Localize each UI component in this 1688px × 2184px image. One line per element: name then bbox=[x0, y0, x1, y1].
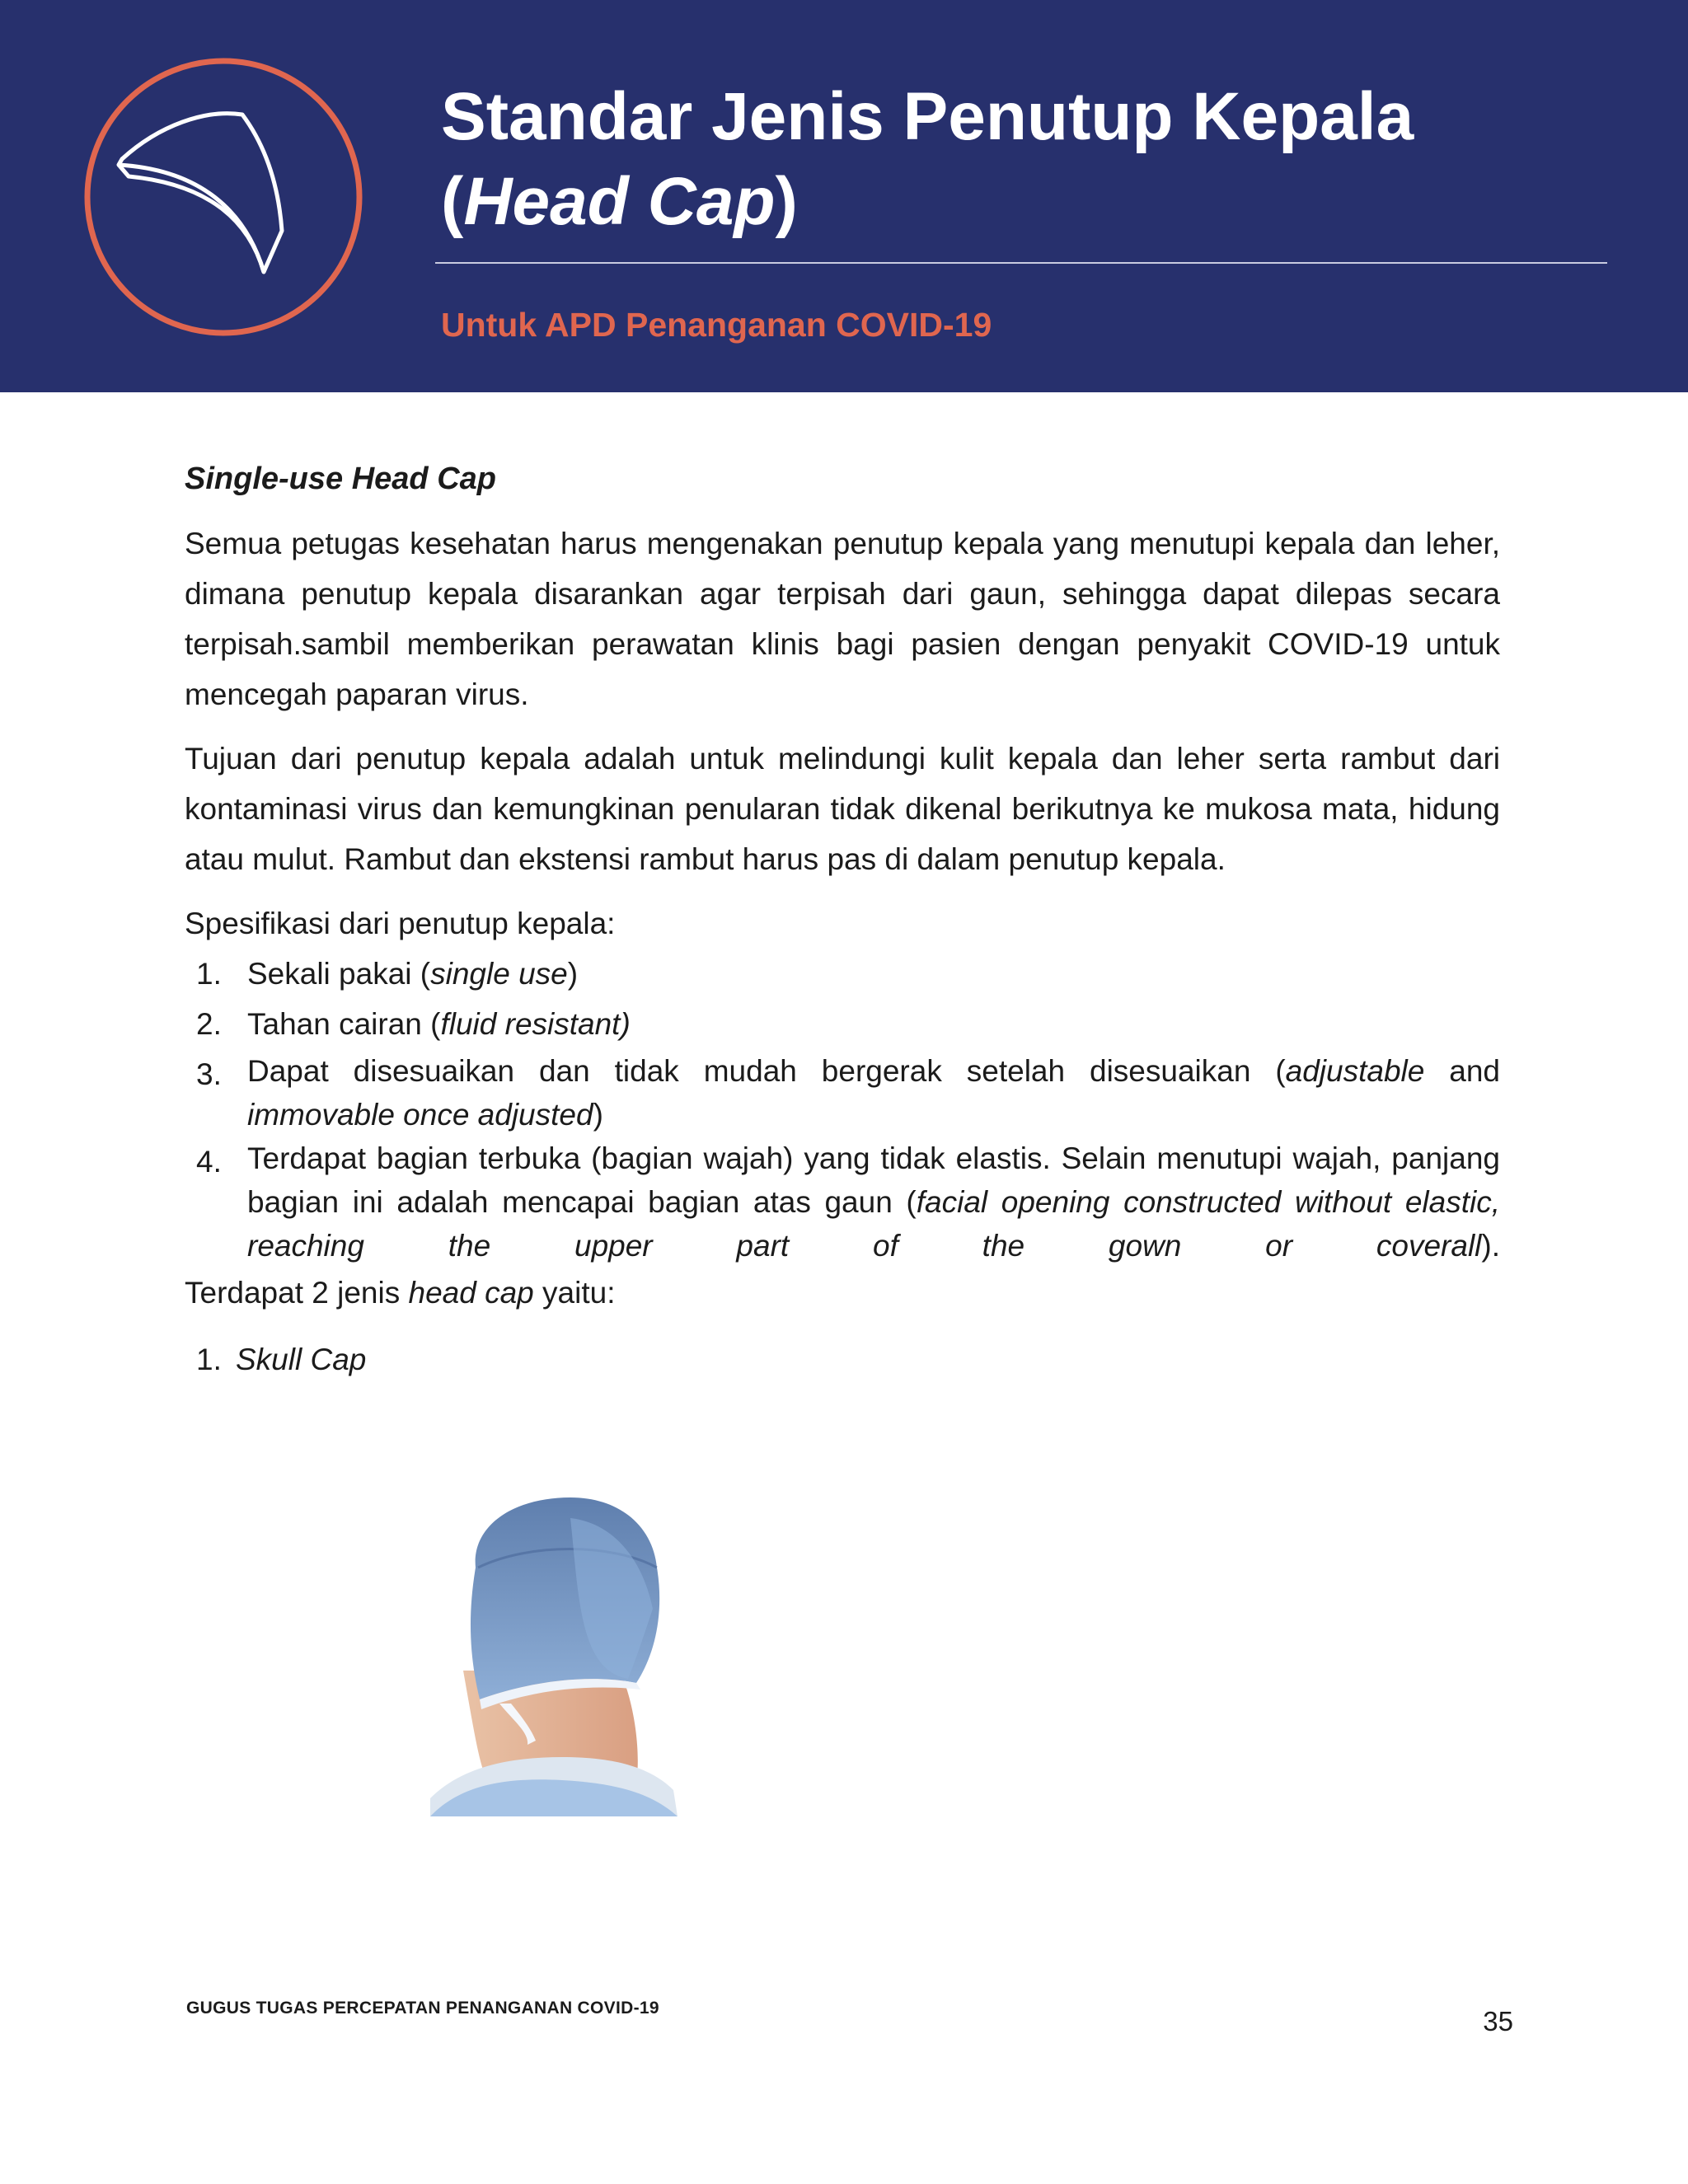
page-subtitle: Untuk APD Penanganan COVID-19 bbox=[441, 306, 992, 344]
spec-intro: Spesifikasi dari penutup kepala: bbox=[185, 907, 616, 940]
title-close-paren: ) bbox=[775, 164, 798, 239]
list-number: 4. bbox=[196, 1145, 222, 1179]
list-item bbox=[196, 949, 1500, 999]
skull-cap-photo bbox=[430, 1493, 686, 1816]
list-item bbox=[196, 1137, 1500, 1268]
paragraph-1: Semua petugas kesehatan harus mengenakan penutup kepala yang menutupi kepala dan leher, dimana penutup kepala disarankan agar terpisah dari gaun, sehingga dapat dilepas secara terpisah.sambil memberikan perawatan klinis bagi pasien dengan penyakit COVID-19 untuk mencegah paparan virus. bbox=[185, 527, 1500, 711]
types-intro: Terdapat 2 jenis head cap yaitu: bbox=[185, 1276, 616, 1310]
paragraph-2: Tujuan dari penutup kepala adalah untuk melindungi kulit kepala dan leher serta rambut dari kontaminasi virus dan kemungkinan penularan tidak dikenal berikutnya ke mukosa mata, hidung atau mulut. Rambut dan ekstensi rambut harus pas di dalam penutup kepala. bbox=[185, 742, 1500, 876]
title-italic-term: Head Cap bbox=[463, 164, 776, 239]
footer-organization: GUGUS TUGAS PERCEPATAN PENANGANAN COVID-19 bbox=[186, 1999, 659, 2018]
list-text: Tahan cairan (fluid resistant) bbox=[247, 1007, 631, 1041]
list-text: Dapat disesuaikan dan tidak mudah bergerak setelah disesuaikan (adjustable and immovable once adjusted) bbox=[247, 1054, 1501, 1132]
list-number: 2. bbox=[196, 1007, 222, 1041]
list-item bbox=[196, 1049, 1500, 1137]
list-number: 1. bbox=[196, 1343, 222, 1376]
page-title bbox=[441, 74, 1611, 244]
list-text: Terdapat bagian terbuka (bagian wajah) yang tidak elastis. Selain menutupi wajah, panjang bagian ini adalah mencapai bagian atas gaun (facial opening constructed without elastic, reaching the upper part of the gown or coverall). bbox=[247, 1141, 1500, 1263]
list-number: 1. bbox=[196, 957, 222, 991]
title-open-paren: ( bbox=[441, 164, 464, 239]
type-list bbox=[196, 1334, 1500, 1385]
list-number: 3. bbox=[196, 1057, 222, 1091]
title-line-1: Standar Jenis Penutup Kepala bbox=[441, 79, 1414, 154]
list-item bbox=[196, 999, 1500, 1049]
list-text: Sekali pakai (single use) bbox=[247, 957, 579, 991]
head-cap-icon bbox=[81, 54, 366, 340]
spec-list bbox=[196, 949, 1500, 1268]
section-heading: Single-use Head Cap bbox=[185, 462, 496, 496]
type-label: Skull Cap bbox=[236, 1343, 367, 1376]
header-divider bbox=[435, 262, 1607, 264]
main-content bbox=[185, 456, 1500, 1385]
list-item bbox=[196, 1334, 1500, 1385]
page-number: 35 bbox=[1483, 2006, 1513, 2036]
